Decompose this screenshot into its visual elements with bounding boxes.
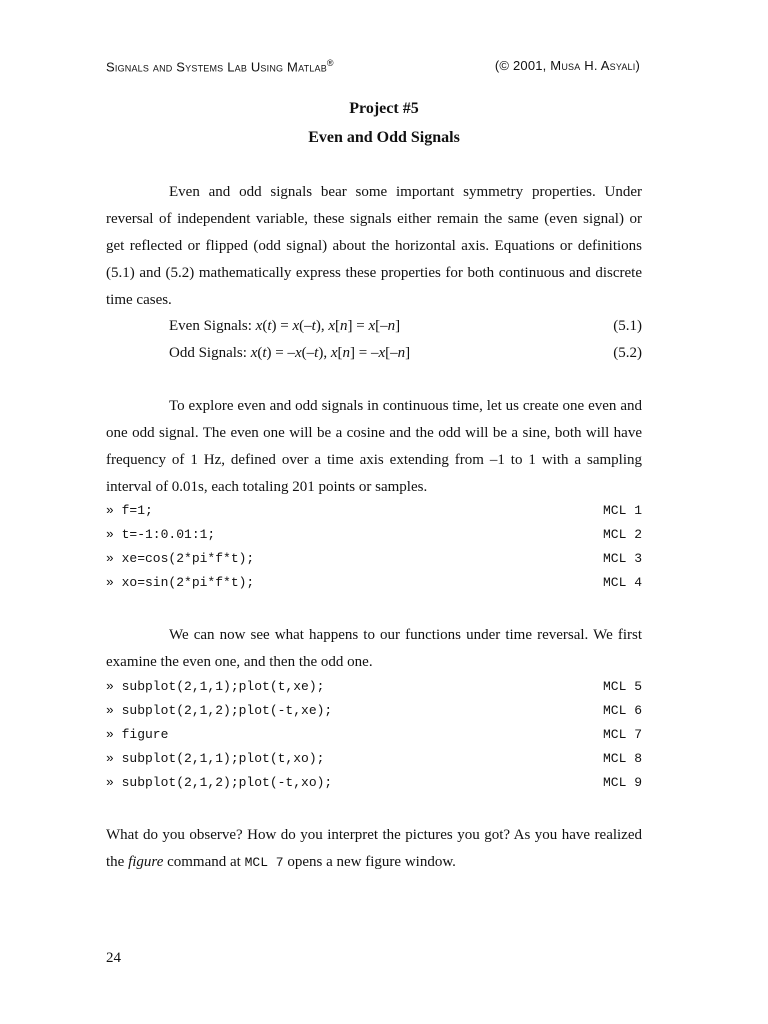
registered-mark: ® (326, 58, 334, 68)
code-line (106, 751, 642, 766)
running-header-copyright: (© 2001, Musa H. Asyali) (494, 58, 640, 73)
project-number: Project #5 (349, 100, 419, 117)
observe-text: What do you observe? How do you interpret the pictures you got? As you have realized the (106, 827, 642, 870)
code-line (106, 703, 642, 718)
code-line (106, 575, 642, 590)
code-label: MCL 2 (602, 527, 642, 542)
code-label: MCL 6 (602, 703, 642, 718)
equation-even-text: Even Signals: x(t) = x(–t), x[n] = x[–n] (169, 318, 401, 334)
code-command: » f=1; (106, 503, 153, 518)
code-command: » figure (106, 727, 169, 742)
code-label: MCL 3 (602, 551, 642, 566)
code-line (106, 503, 642, 518)
code-label: MCL 7 (602, 727, 642, 742)
equation-odd (169, 345, 642, 362)
code-label: MCL 1 (602, 503, 642, 518)
code-line (106, 727, 642, 742)
code-line (106, 775, 642, 790)
code-line (106, 679, 642, 694)
running-header-title (106, 58, 334, 74)
code-label: MCL 5 (602, 679, 642, 694)
equation-odd-number: (5.2) (613, 345, 642, 361)
code-command: » t=-1:0.01:1; (106, 527, 216, 542)
code-command: » xo=sin(2*pi*f*t); (106, 575, 255, 590)
code-command: » subplot(2,1,2);plot(-t,xe); (106, 703, 333, 718)
time-reversal-paragraph: We can now see what happens to our functions under time reversal. We first examine the even one, and then the odd one. (106, 627, 642, 670)
observe-paragraph (106, 822, 642, 876)
equation-even (169, 318, 642, 335)
explore-paragraph: To explore even and odd signals in continuous time, let us create one even and one odd signal. The even one will be a cosine and the odd will be a sine, both will have frequency of 1 Hz, defined over a time axis extending from –1 to 1 with a sampling interval of 0.01s, each totaling 201 points or samples. (106, 398, 642, 495)
page-title: Even and Odd Signals (308, 129, 460, 146)
code-line (106, 551, 642, 566)
mcl-reference: MCL 7 (244, 855, 284, 870)
figure-keyword: figure (128, 854, 164, 870)
code-line (106, 527, 642, 542)
intro-paragraph: Even and odd signals bear some important symmetry properties. Under reversal of independent variable, these signals either remain the same (even signal) or get reflected or flipped (odd signal) about the horizontal axis. Equations or definitions (5.1) and (5.2) mathematically express these properties for both continuous and discrete time cases. (106, 184, 642, 308)
code-command: » subplot(2,1,1);plot(t,xo); (106, 751, 325, 766)
code-command: » xe=cos(2*pi*f*t); (106, 551, 255, 566)
equation-even-number: (5.1) (613, 318, 642, 334)
code-label: MCL 8 (602, 751, 642, 766)
code-label: MCL 4 (602, 575, 642, 590)
equation-odd-text: Odd Signals: x(t) = –x(–t), x[n] = –x[–n] (169, 345, 411, 361)
observe-text: opens a new figure window. (283, 854, 456, 870)
page-number: 24 (106, 950, 121, 966)
observe-text: command at (163, 854, 245, 870)
code-command: » subplot(2,1,2);plot(-t,xo); (106, 775, 333, 790)
header-title-text: Signals and Systems Lab Using Matlab (106, 59, 327, 75)
code-command: » subplot(2,1,1);plot(t,xe); (106, 679, 325, 694)
code-label: MCL 9 (602, 775, 642, 790)
